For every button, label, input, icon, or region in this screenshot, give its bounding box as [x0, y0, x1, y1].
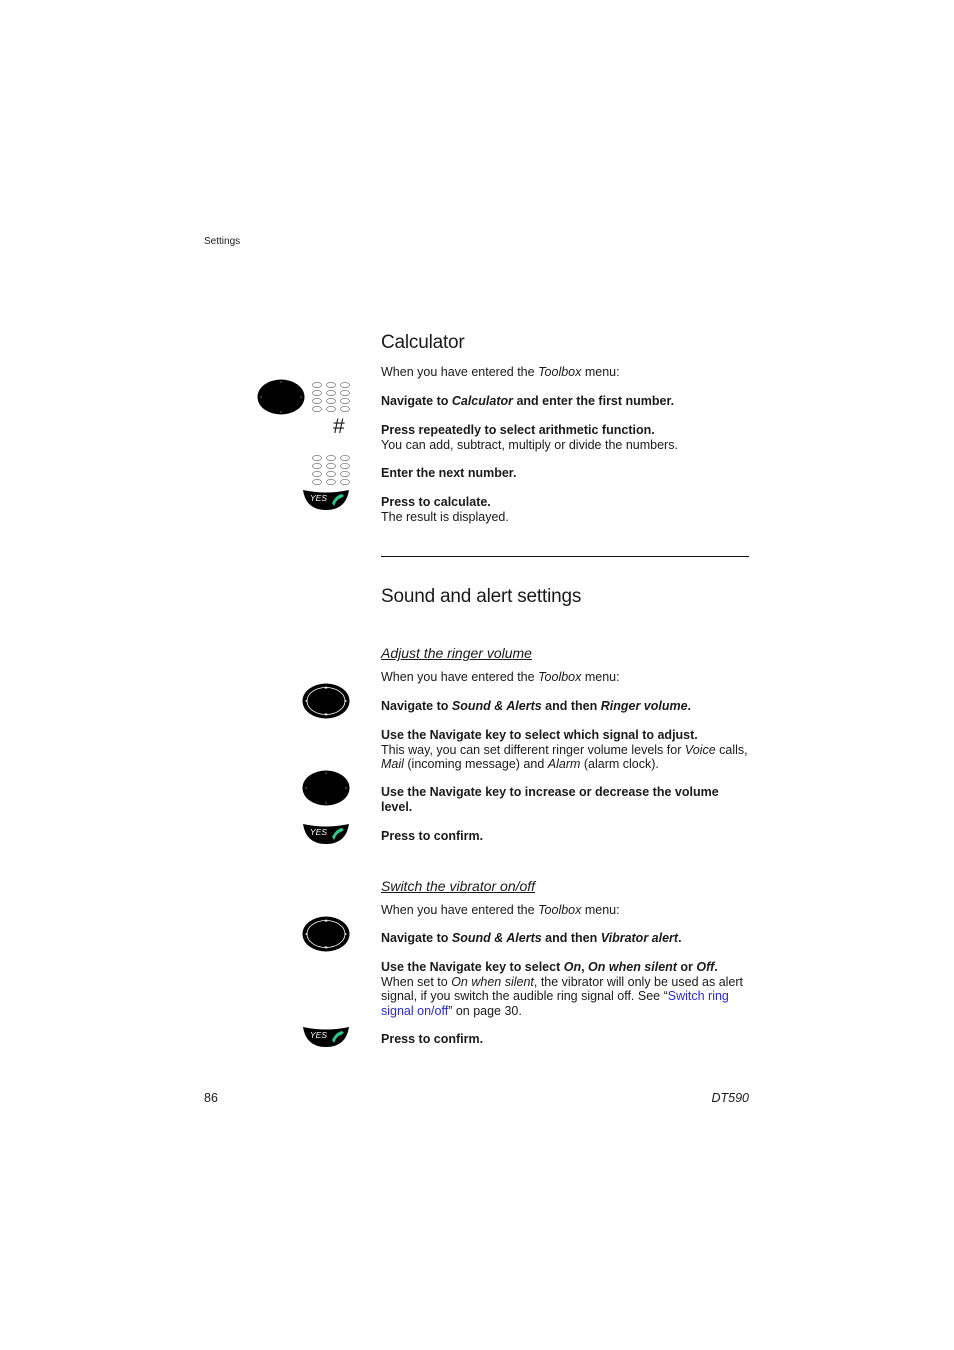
- navigate-key-icon: [257, 379, 305, 415]
- hash-key-icon: #: [333, 415, 345, 438]
- ringer-step-1: Navigate to Sound & Alerts and then Ringer volume.: [381, 699, 692, 713]
- yes-key-label: YES: [310, 1030, 328, 1040]
- calculator-step-1: Navigate to Calculator and enter the first number.: [381, 394, 675, 408]
- calculator-step-3: Enter the next number.: [381, 466, 517, 480]
- vibrator-title: Switch the vibrator on/off: [381, 878, 536, 894]
- navigate-key-icon: [302, 916, 350, 952]
- sound-section-title: Sound and alert settings: [381, 586, 582, 607]
- keypad-icon: [311, 454, 351, 487]
- ringer-step-4: Press to confirm.: [381, 829, 484, 843]
- calculator-step-2: [381, 423, 753, 452]
- yes-key-label: YES: [310, 827, 328, 837]
- vibrator-step-2-instruction: Use the Navigate key to select On, On when silent or Off.: [381, 960, 718, 974]
- product-name: DT590: [711, 1091, 749, 1105]
- navigate-key-icon: [302, 683, 350, 719]
- yes-key-label: YES: [310, 493, 328, 503]
- calculator-step-2-note: You can add, subtract, multiply or divide the numbers.: [381, 437, 678, 452]
- calculator-step-4-instruction: Press to calculate.: [381, 495, 491, 509]
- calculator-step-4-note: The result is displayed.: [381, 509, 509, 524]
- calculator-title: Calculator: [381, 332, 465, 353]
- switch-ring-signal-link[interactable]: Switch ring signal on/off: [381, 989, 729, 1018]
- yes-key-icon: [302, 1026, 350, 1048]
- ringer-step-3: Use the Navigate key to increase or decrease the volume level.: [381, 785, 719, 814]
- calculator-intro: When you have entered the Toolbox menu:: [381, 365, 620, 379]
- vibrator-step-3: Press to confirm.: [381, 1032, 484, 1046]
- vibrator-step-1: Navigate to Sound & Alerts and then Vibrator alert.: [381, 931, 682, 945]
- running-header: Settings: [204, 236, 241, 247]
- ringer-volume-title: Adjust the ringer volume: [381, 645, 532, 661]
- vibrator-step-2: [381, 960, 753, 1018]
- yes-key-icon: [302, 823, 350, 845]
- vibrator-intro: When you have entered the Toolbox menu:: [381, 903, 620, 917]
- calculator-step-4: [381, 495, 753, 524]
- ringer-step-2-instruction: Use the Navigate key to select which signal to adjust.: [381, 728, 698, 742]
- calculator-step-2-instruction: Press repeatedly to select arithmetic function.: [381, 423, 655, 437]
- ringer-step-2: [381, 728, 753, 772]
- keypad-icon: [311, 381, 351, 414]
- navigate-key-icon: [302, 770, 350, 806]
- yes-key-icon: [302, 489, 350, 511]
- section-divider: [381, 556, 749, 557]
- ringer-step-2-note: This way, you can set different ringer volume levels for Voice calls, Mail (incoming message) and Alarm (alarm clock).: [381, 742, 748, 771]
- vibrator-step-2-note: When set to On when silent, the vibrator will only be used as alert signal, if you switch the audible ring signal off. See “Switch ring signal on/off” on page 30.: [381, 974, 744, 1018]
- ringer-intro: When you have entered the Toolbox menu:: [381, 670, 620, 684]
- page-number: 86: [204, 1091, 218, 1105]
